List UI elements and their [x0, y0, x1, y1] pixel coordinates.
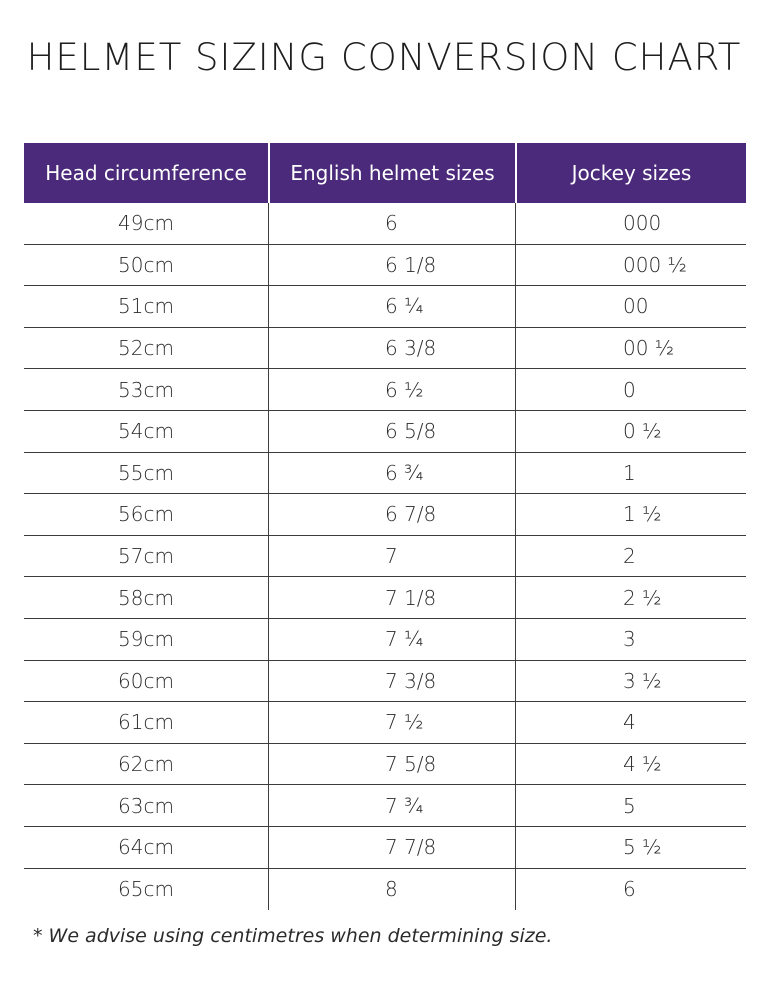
cell-head-circumference: 61cm [118, 710, 174, 735]
table-row [24, 702, 746, 744]
cell-english-size: 7 [268, 536, 515, 577]
page-title: HELMET SIZING CONVERSION CHART [26, 36, 742, 79]
cell-english-size: 6 7/8 [268, 494, 515, 535]
cell-head-circumference: 52cm [118, 336, 174, 361]
cell-english-size: 6 ¾ [268, 453, 515, 494]
table-row [24, 869, 746, 911]
table-row [24, 619, 746, 661]
table-row [24, 411, 746, 453]
table-row [24, 785, 746, 827]
cell-jockey-size: 00 [515, 286, 746, 327]
cell-head-circumference: 51cm [118, 294, 174, 319]
cell-head-circumference: 56cm [118, 502, 174, 527]
cell-head-circumference: 53cm [118, 377, 174, 402]
cell-jockey-size: 3 [515, 619, 746, 660]
cell-jockey-size: 2 [515, 536, 746, 577]
cell-head-circumference: 49cm [118, 211, 174, 236]
cell-english-size: 7 7/8 [268, 827, 515, 868]
cell-jockey-size: 0 [515, 369, 746, 410]
cell-head-circumference: 65cm [118, 877, 174, 902]
table-row [24, 536, 746, 578]
cell-english-size: 6 ¼ [268, 286, 515, 327]
cell-head-circumference: 63cm [118, 793, 174, 818]
header-jockey-sizes: Jockey sizes [515, 143, 746, 203]
cell-english-size: 7 1/8 [268, 577, 515, 618]
cell-head-circumference: 54cm [118, 419, 174, 444]
cell-jockey-size: 0 ½ [515, 411, 746, 452]
header-english-sizes: English helmet sizes [268, 143, 515, 203]
header-head-circumference: Head circumference [45, 161, 247, 185]
table-row [24, 744, 746, 786]
table-row [24, 369, 746, 411]
table-row [24, 203, 746, 245]
cell-head-circumference: 58cm [118, 585, 174, 610]
cell-english-size: 7 3/8 [268, 661, 515, 702]
cell-english-size: 6 [268, 203, 515, 244]
cell-english-size: 7 ½ [268, 702, 515, 743]
table-header [24, 143, 746, 203]
cell-english-size: 6 ½ [268, 369, 515, 410]
cell-english-size: 7 ¼ [268, 619, 515, 660]
cell-jockey-size: 3 ½ [515, 661, 746, 702]
sizing-table [24, 143, 746, 910]
cell-jockey-size: 00 ½ [515, 328, 746, 369]
cell-head-circumference: 55cm [118, 460, 174, 485]
table-body [24, 203, 746, 910]
cell-jockey-size: 4 ½ [515, 744, 746, 785]
table-row [24, 661, 746, 703]
cell-head-circumference: 50cm [118, 252, 174, 277]
cell-head-circumference: 64cm [118, 835, 174, 860]
cell-head-circumference: 59cm [118, 627, 174, 652]
table-row [24, 453, 746, 495]
cell-head-circumference: 60cm [118, 668, 174, 693]
cell-jockey-size: 1 ½ [515, 494, 746, 535]
cell-english-size: 8 [268, 869, 515, 911]
table-row [24, 577, 746, 619]
table-row [24, 827, 746, 869]
cell-jockey-size: 2 ½ [515, 577, 746, 618]
cell-jockey-size: 4 [515, 702, 746, 743]
table-row [24, 494, 746, 536]
cell-jockey-size: 5 ½ [515, 827, 746, 868]
footnote: * We advise using centimetres when determining size. [33, 925, 553, 947]
cell-english-size: 6 3/8 [268, 328, 515, 369]
cell-jockey-size: 000 [515, 203, 746, 244]
cell-english-size: 6 1/8 [268, 245, 515, 286]
cell-head-circumference: 57cm [118, 544, 174, 569]
table-row [24, 245, 746, 287]
cell-head-circumference: 62cm [118, 752, 174, 777]
cell-jockey-size: 000 ½ [515, 245, 746, 286]
cell-jockey-size: 5 [515, 785, 746, 826]
cell-english-size: 7 5/8 [268, 744, 515, 785]
cell-english-size: 7 ¾ [268, 785, 515, 826]
cell-jockey-size: 1 [515, 453, 746, 494]
table-row [24, 328, 746, 370]
table-row [24, 286, 746, 328]
cell-jockey-size: 6 [515, 869, 746, 911]
cell-english-size: 6 5/8 [268, 411, 515, 452]
